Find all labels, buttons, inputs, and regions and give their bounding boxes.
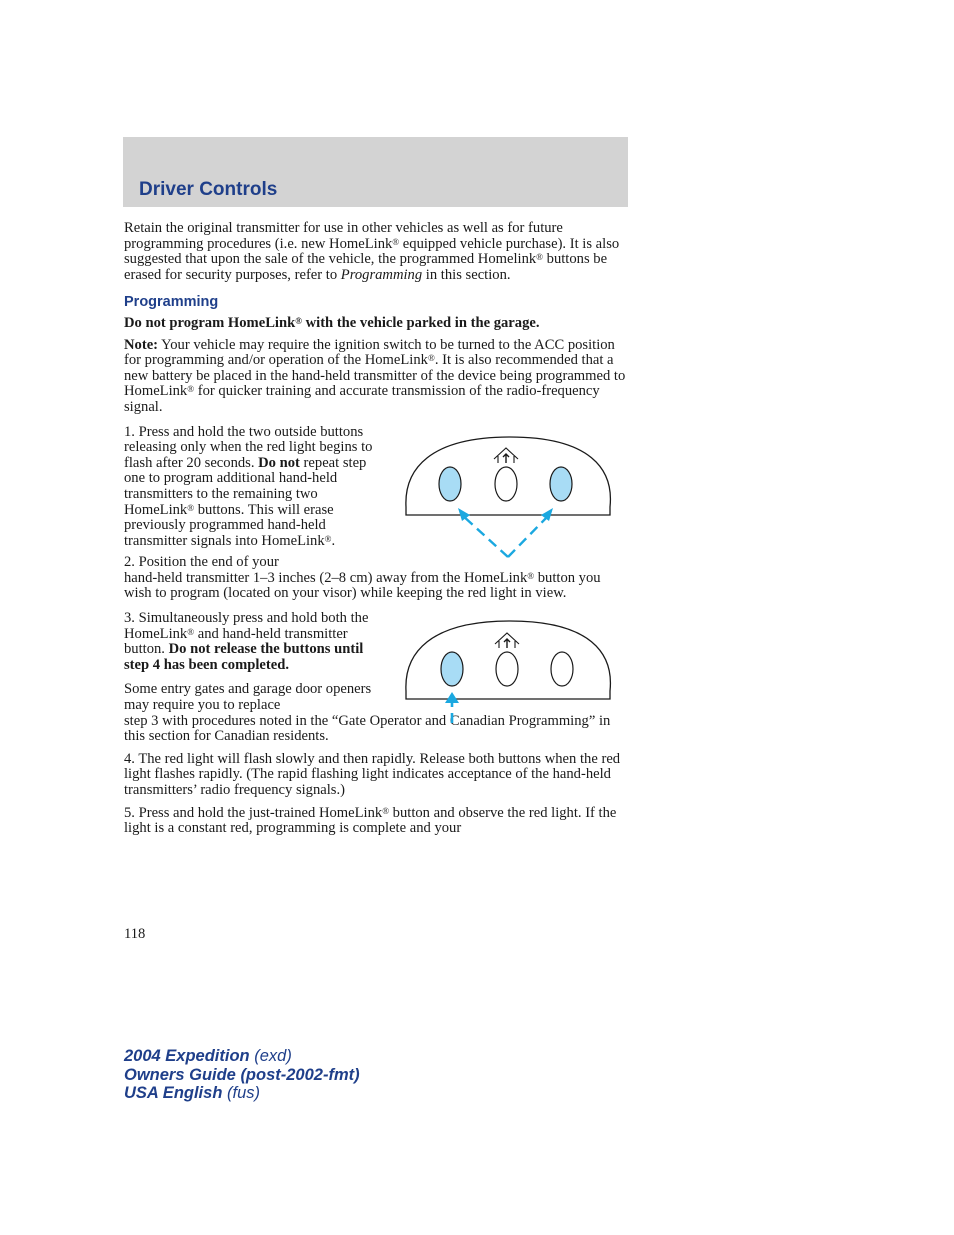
homelink-figure-single-button [400,613,630,725]
step-3-paragraph [124,611,376,673]
homelink-left-button [439,467,461,501]
note-label: Note: [124,336,159,353]
warning-text-1: Do not program HomeLink [124,314,296,331]
footer-guide: Owners Guide (post-2002-fmt) [124,1065,360,1084]
step-5-text-1: 5. Press and hold the just-trained HomeLink [124,804,383,821]
step-1-paragraph [124,425,376,550]
step-1-text-4: . [331,532,336,549]
registered-mark: ® [536,252,544,263]
registered-mark: ® [187,384,195,395]
page-number: 118 [124,926,146,942]
note-paragraph [124,338,630,416]
step-1-text-1: 1. Press and hold the two outside buttons releasing only when the red light begins to flash after 20 seconds. [124,423,373,471]
step-2-text-1: 2. Position the end of your [124,554,279,571]
registered-mark: ® [187,502,195,513]
note-text-1: Your vehicle may require the ignition switch to be turned to the ACC position for programming and/or operation of the HomeLink [124,336,615,369]
intro-paragraph [124,221,630,283]
warning-text-2: with the vehicle parked in the garage. [301,314,540,331]
step-3-text-2: and hand-held transmitter button. [124,625,348,658]
step-4-paragraph [124,752,630,799]
homelink-right-button [551,652,573,686]
homelink-right-button [550,467,572,501]
intro-text-2: equipped vehicle purchase). It is also suggested that upon the sale of the vehicle, the programmed Homelink [124,235,620,268]
gates-paragraph-start [124,682,376,713]
registered-mark: ® [187,626,195,637]
registered-mark: ® [427,353,435,364]
programming-heading: Programming [124,294,219,311]
footer-line-3 [124,1084,360,1103]
step-2-text-3: button you wish to program (located on your visor) while keeping the red light in view. [124,569,601,602]
page-content [124,221,630,843]
footer-model: 2004 Expedition [124,1047,250,1065]
homelink-center-button [495,467,517,501]
footer-line-2 [124,1066,360,1085]
registered-mark: ® [295,315,302,326]
note-text-3: for quicker training and accurate transmission of the radio-frequency signal. [124,383,600,415]
step-3-text-1: 3. Simultaneously press and hold both the HomeLink [124,610,369,642]
registered-mark: ® [324,533,332,544]
intro-text-1: Retain the original transmitter for use in other vehicles as well as for future programming procedures (i.e. new HomeLink [124,220,563,252]
step-1-block [124,425,630,550]
step-1-emphasis: Do not [258,454,300,471]
footer-language-code: (fus) [222,1084,260,1102]
step-3-emphasis: Do not release the buttons until step 4 has been completed. [124,641,364,673]
registered-mark: ® [527,570,535,581]
footer-model-code: (exd) [249,1047,292,1065]
step-4-text: 4. The red light will flash slowly and then rapidly. Release both buttons when the red light flashes rapidly. (The rapid flashing light indicates acceptance of the hand-held transmitters’ radio frequency signals.) [124,750,621,798]
section-title: Driver Controls [139,179,278,200]
footer-language: USA English [124,1084,223,1102]
note-text-2: . It is also recommended that a new battery be placed in the hand-held transmitter of the device being programmed to HomeLink [124,352,626,400]
intro-text-3: buttons be erased for security purposes, refer to [124,251,608,283]
intro-text-4: in this section. [422,266,511,283]
step-2-text-2: hand-held transmitter 1–3 inches (2–8 cm) away from the HomeLink [124,569,528,586]
document-footer [124,1047,360,1103]
step-5-text-2: button and observe the red light. If the light is a constant red, programming is complete and your [124,804,617,837]
section-header-band [123,137,628,207]
step-1-text-2: repeat step one to program additional hand-held transmitters to the remaining two HomeLink [124,454,367,518]
gates-text-2: step 3 with procedures noted in the “Gate Operator and Canadian Programming” in this section for Canadian residents. [124,712,611,745]
registered-mark: ® [392,236,400,247]
programming-reference: Programming [340,266,423,283]
arrow-lines-icon [462,515,549,557]
homelink-figure-outer-buttons [400,429,630,579]
step-5-paragraph [124,806,630,837]
homelink-center-button [496,652,518,686]
step-3-block [124,611,630,714]
homelink-left-button [441,652,463,686]
warning-paragraph [124,316,630,332]
footer-line-1 [124,1047,360,1066]
step-1-text-3: buttons. This will erase previously programmed hand-held transmitter signals into HomeLink [124,501,334,549]
gates-text-1: Some entry gates and garage door openers may require you to replace [124,681,372,714]
registered-mark: ® [382,805,390,816]
